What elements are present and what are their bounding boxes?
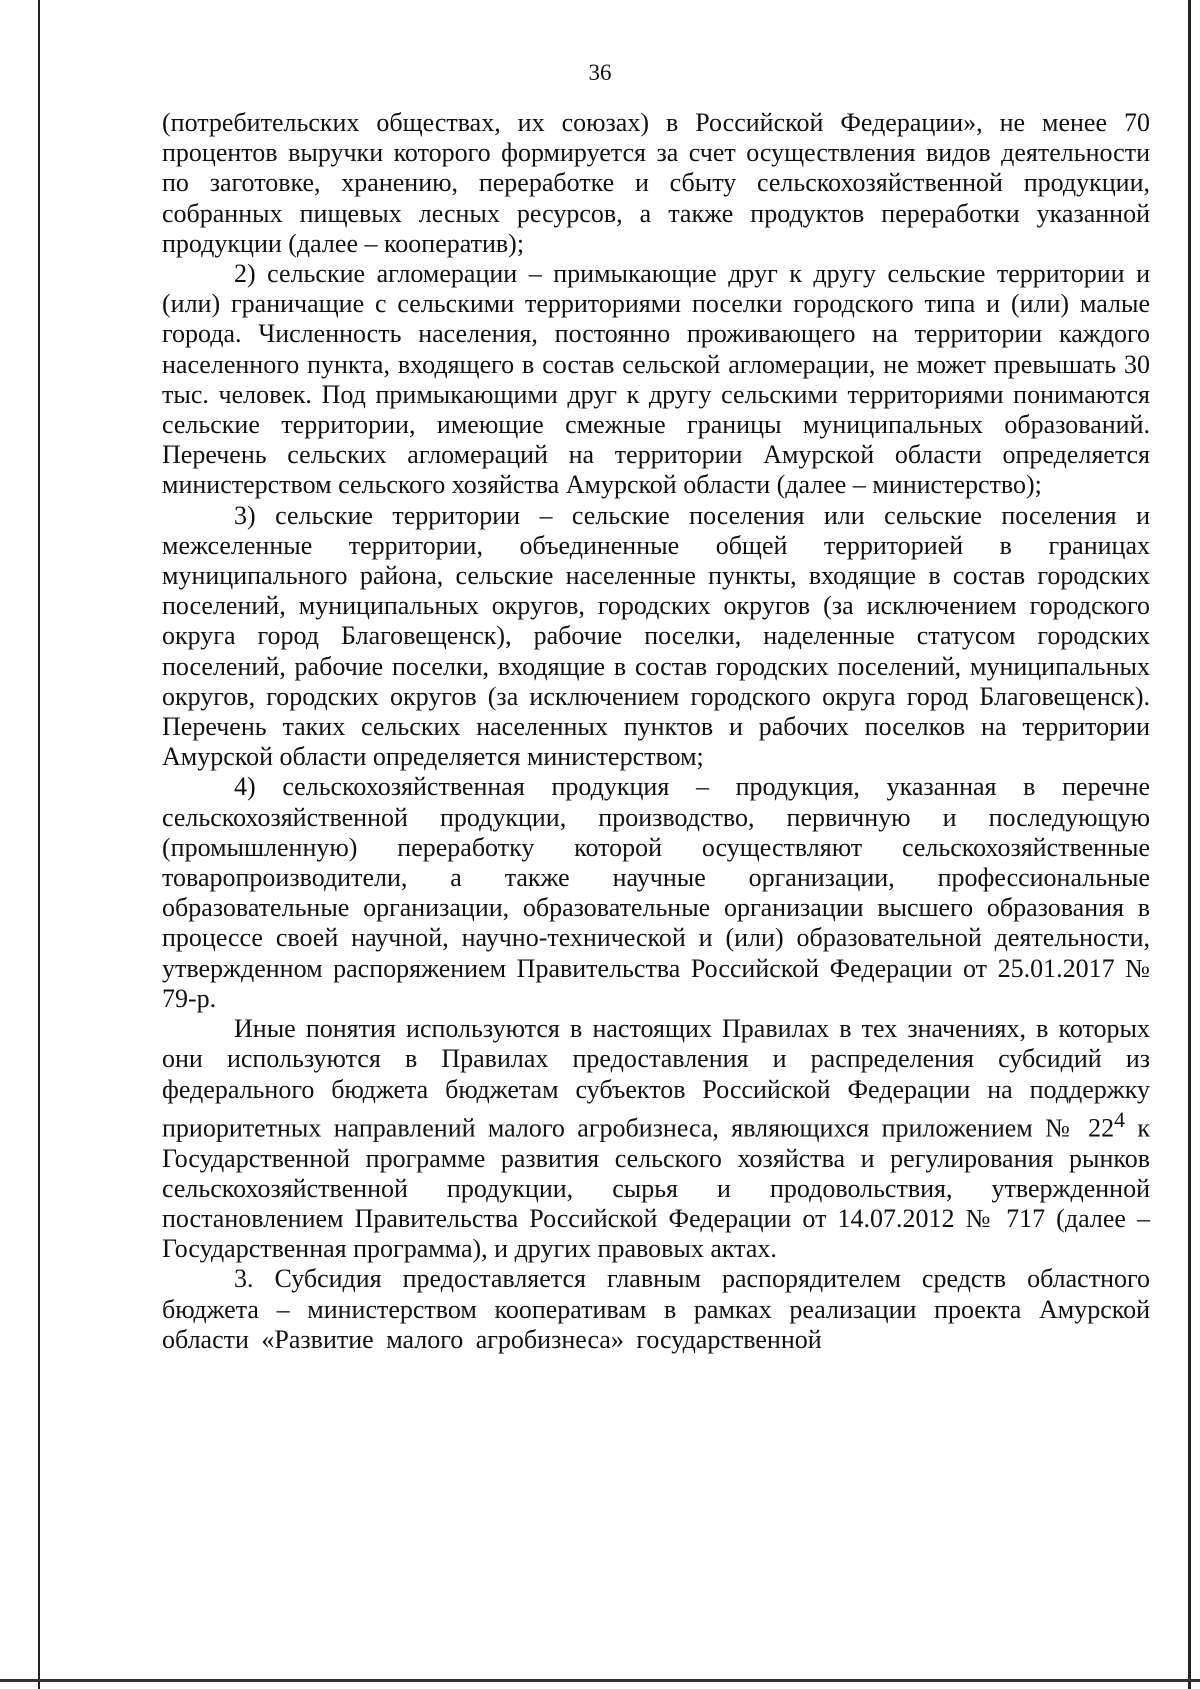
- scan-edge-right: [1188, 0, 1191, 1689]
- paragraph-other-terms-text-before: Иные понятия используются в настоящих Правилах в тех значениях, в которых они используются в Правилах предоставления и распределения субсидий из федерального бюджета бюджетам субъектов Российской Федерации на поддержку приоритетных направлений малого агробизнеса, являющихся приложением № 22: [162, 1014, 1150, 1143]
- scan-edge-bottom: [0, 1679, 1200, 1682]
- paragraph-subsidy-provision: 3. Субсидия предоставляется главным распорядителем средств областного бюджета – министерством кооперативам в рамках реализации проекта Амурской области «Развитие малого агробизнеса» государственной: [162, 1264, 1150, 1354]
- paragraph-other-terms: [162, 1014, 1150, 1264]
- paragraph-definition-agricultural-products: 4) сельскохозяйственная продукция – продукция, указанная в перечне сельскохозяйственной продукции, производство, первичную и последующую (промышленную) переработку которой осуществляют сельскохозяйственные товаропроизводители, а также научные организации, профессиональные образовательные организации, образовательные организации высшего образования в процессе своей научной, научно-технической и (или) образовательной деятельности, утвержденном распоряжением Правительства Российской Федерации от 25.01.2017 № 79-р.: [162, 772, 1150, 1013]
- page-number: 36: [588, 60, 612, 85]
- appendix-superscript: 4: [1114, 1107, 1125, 1132]
- paragraph-other-terms-text-after: к Государственной программе развития сельского хозяйства и регулирования рынков сельскохозяйственной продукции, сырья и продовольствия, утвержденной постановлением Правительства Российской Федерации от 14.07.2012 № 717 (далее – Государственная программа), и других правовых актах.: [162, 1113, 1150, 1264]
- paragraph-continuation: (потребительских обществах, их союзах) в Российской Федерации», не менее 70 процентов выручки которого формируется за счет осуществления видов деятельности по заготовке, хранению, переработке и сбыту сельскохозяйственной продукции, собранных пищевых лесных ресурсов, а также продуктов переработки указанной продукции (далее – кооператив);: [162, 108, 1150, 258]
- paragraph-definition-agglomerations: 2) сельские агломерации – примыкающие друг к другу сельские территории и (или) граничащие с сельскими территориями поселки городского типа и (или) малые города. Численность населения, постоянно проживающего на территории каждого населенного пункта, входящего в состав сельской агломерации, не может превышать 30 тыс. человек. Под примыкающими друг к другу сельскими территориями понимаются сельские территории, имеющие смежные границы муниципальных образований. Перечень сельских агломераций на территории Амурской области определяется министерством сельского хозяйства Амурской области (далее – министерство);: [162, 259, 1150, 500]
- scan-edge-left: [38, 0, 40, 1689]
- document-body: [162, 108, 1150, 1355]
- paragraph-definition-rural-territories: 3) сельские территории – сельские поселения или сельские поселения и межселенные территории, объединенные общей территорией в границах муниципального района, сельские населенные пункты, входящие в состав городских поселений, муниципальных округов, городских округов (за исключением городского округа город Благовещенск), рабочие поселки, наделенные статусом городских поселений, рабочие поселки, входящие в состав городских поселений, муниципальных округов, городских округов (за исключением городского округа город Благовещенск). Перечень таких сельских населенных пунктов и рабочих поселков на территории Амурской области определяется министерством;: [162, 500, 1150, 772]
